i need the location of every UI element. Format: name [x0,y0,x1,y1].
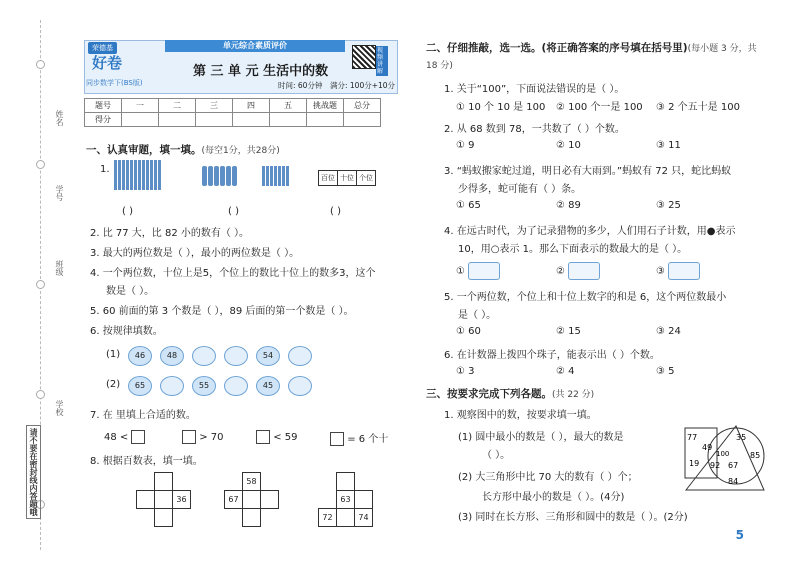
name-label: 姓名 [55,110,64,126]
rolls-image [202,166,238,189]
page-number: 5 [735,528,744,542]
mc-question-5: 5. 一个两位数，个位上和十位上数字的和是 6，这个两位数最小 [444,292,727,303]
flower-blank[interactable] [160,376,184,396]
question-3-1-2: (2) 大三角形中比 70 大的数有（ ）个； [458,472,638,483]
section-3-heading: 三、按要求完成下列各题。 [426,388,552,400]
flower-cell: 65 [128,376,152,396]
question-3-1: 1. 观察图中的数，按要求填一填。 [444,410,597,421]
diagram-number: 92 [710,461,721,470]
diagram-number: 35 [736,433,747,442]
option-label: ② [556,266,565,277]
section-3-title [426,386,594,401]
class-label: 班级 [55,260,64,276]
flower-cell: 55 [192,376,216,396]
grid-cell[interactable] [355,491,373,509]
table-cell: 一 [122,99,159,113]
answer-blank[interactable]: ( ) [228,206,239,217]
place-tens: 十位 [337,171,356,185]
mc-question-6: 6. 在计数器上拨四个珠子，能表示出（ ）个数。 [444,350,660,361]
flower-cell: 54 [256,346,280,366]
flower-blank[interactable] [288,376,312,396]
option[interactable]: ① 9 [456,140,475,151]
binding-margin [0,0,78,569]
binding-hole [36,390,45,399]
option[interactable]: ② 89 [556,200,581,211]
option[interactable]: ① 3 [456,366,475,377]
section-1-note: (每空1分，共28分) [201,146,280,156]
diagram-number: 77 [687,433,698,442]
question-1: 1. [100,164,110,175]
option[interactable] [556,262,600,280]
mc-question-2: 2. 从 68 数到 78，一共数了（ ）个数。 [444,124,625,135]
table-cell: 挑战题 [307,99,344,113]
score-header-row [85,99,381,113]
binding-hole [36,280,45,289]
flower-blank[interactable] [192,346,216,366]
series-title: 单元综合素质评价 [165,40,345,52]
grid-cell[interactable] [243,509,261,527]
diagram-number: 85 [750,451,761,460]
table-cell: 二 [159,99,196,113]
question-8: 8. 根据百数表，填一填。 [90,456,203,467]
mc-question-4: 4. 在远古时代，为了记录猎物的多少，人们用石子计数，用●表示 [444,226,736,237]
compare-item [256,430,297,444]
brand-badge: 荣德基 [88,42,117,54]
table-cell: 题号 [85,99,122,113]
score-info: 满分: 100分+10分 [330,81,396,90]
flower-cell: 45 [256,376,280,396]
diagram-number: 67 [728,461,739,470]
question-4: 4. 一个两位数，十位上是5，个位上的数比十位上的数多3，这个 [90,268,376,279]
pattern-row-label: (2) [106,379,121,390]
option[interactable]: ① 60 [456,326,481,337]
mc-question-5-cont: 是（ ）。 [458,310,497,321]
school-label: 学校 [55,400,64,416]
hundred-chart-fragment [224,472,279,527]
page-title: 第 三 单 元 生活中的数 [193,64,329,79]
answer-box[interactable] [182,430,196,444]
grid-cell[interactable] [155,491,173,509]
shape-number-diagram [684,424,768,492]
seal-notice: 请不要在密封线内答题哦 [26,425,41,519]
option[interactable]: ② 100 个一是 100 [556,102,643,113]
grid-cell: 74 [355,509,373,527]
option[interactable]: ② 15 [556,326,581,337]
answer-blank[interactable]: ( ) [330,206,341,217]
grid-cell[interactable] [137,491,155,509]
grid-cell[interactable] [337,509,355,527]
grid-cell: 67 [225,491,243,509]
score-cell[interactable] [307,113,344,127]
section-1-heading: 一、认真审题，填一填。 [86,144,202,156]
answer-box[interactable] [256,430,270,444]
section-3-note: (共 22 分) [552,390,595,400]
question-3-1-1: (1) 圆中最小的数是（ ），最大的数是 [458,432,624,443]
table-cell: 总分 [344,99,381,113]
diagram-number: 84 [728,477,739,486]
binding-hole [36,160,45,169]
score-cell[interactable] [270,113,307,127]
time-info: 时间: 60分钟 [278,81,323,90]
compare-item [104,430,145,444]
edition-label: 同步数学下(BS版) [86,79,143,87]
score-cell[interactable] [233,113,270,127]
option[interactable]: ③ 11 [656,140,681,151]
compare-item [182,430,223,444]
option-label: ③ [656,266,665,277]
question-2: 2. 比 77 大，比 82 小的数有（ ）。 [90,228,250,239]
table-cell: 三 [196,99,233,113]
grid-cell: 72 [319,509,337,527]
mc-question-3: 3. “蚂蚁搬家蛇过道，明日必有大雨到。”蚂蚁有 72 只，蛇比蚂蚁 [444,166,732,177]
score-cell[interactable] [159,113,196,127]
question-3-1-1-cont: （ ）。 [482,450,511,461]
place-hundreds: 百位 [321,174,335,182]
sticks-image [262,166,290,189]
grid-cell: 36 [173,491,191,509]
diagram-number: 100 [716,450,730,458]
grid-cell[interactable] [243,491,261,509]
section-2-note: (每小题 3 分，共 18 分) [426,44,757,71]
score-cell[interactable] [344,113,381,127]
question-7: 7. 在 里填上合适的数。 [90,410,196,421]
stone-count-image [468,262,500,280]
stone-count-image [668,262,700,280]
hundred-chart-fragment [136,472,191,527]
grid-cell[interactable] [261,491,279,509]
compare-text: = 6 个十 [347,434,389,445]
stone-count-image [568,262,600,280]
answer-box[interactable] [330,432,344,446]
score-cell[interactable] [196,113,233,127]
flower-blank[interactable] [224,376,248,396]
compare-item [330,430,388,446]
flower-cell: 48 [160,346,184,366]
compare-text: 48 < [104,432,129,443]
grid-cell[interactable] [155,509,173,527]
option-label: ① [456,266,465,277]
score-value-row [85,113,381,127]
place-ones: 个位 [356,171,375,185]
hundred-chart-fragment [318,472,373,527]
flower-blank[interactable] [224,346,248,366]
flower-cell: 46 [128,346,152,366]
answer-box[interactable] [131,430,145,444]
mc-question-3-cont: 少得多，蛇可能有（ ）条。 [458,184,582,195]
option[interactable] [656,262,700,280]
qr-code-icon[interactable] [352,45,376,69]
compare-text: < 59 [273,432,298,443]
mc-question-4-cont: 10，用○表示 1。那么下面表示的数最大的是（ ）。 [458,244,688,255]
option[interactable]: ③ 5 [656,366,675,377]
logo: 好卷 [92,54,123,72]
question-3-1-3: (3) 同时在长方形、三角形和圆中的数是（ ）。(2分) [458,512,688,523]
option[interactable]: ② 10 [556,140,581,151]
question-6: 6. 按规律填数。 [90,326,163,337]
table-cell: 四 [233,99,270,113]
option[interactable]: ③ 2 个五十是 100 [656,102,740,113]
question-5: 5. 60 前面的第 3 个数是（ ），89 后面的第一个数是（ ）。 [90,306,354,317]
mc-question-1: 1. 关于“100”，下面说法错误的是（ ）。 [444,84,625,95]
qr-label: 视频讲解 [376,46,388,76]
grid-cell: 58 [243,473,261,491]
grid-cell[interactable] [155,473,173,491]
stick-bundles-image [114,160,162,193]
question-3-1-2-cont: 长方形中最小的数是（ ）。(4分) [482,492,625,503]
option[interactable]: ③ 25 [656,200,681,211]
grid-cell[interactable] [337,473,355,491]
question-4-cont: 数是（ ）。 [106,286,155,297]
grid-cell: 63 [337,491,355,509]
section-2-heading: 二、仔细推敲，选一选。(将正确答案的序号填在括号里) [426,42,688,54]
option[interactable]: ③ 24 [656,326,681,337]
question-3: 3. 最大的两位数是（ ），最小的两位数是（ ）。 [90,248,300,259]
option[interactable]: ② 4 [556,366,575,377]
section-1-title [86,142,280,157]
option[interactable]: ① 10 个 10 是 100 [456,102,546,113]
diagram-number: 19 [689,459,700,468]
compare-text: > 70 [199,432,224,443]
id-label: 学号 [55,185,64,201]
section-2-title [426,40,766,74]
option[interactable]: ① 65 [456,200,481,211]
diagram-number: 49 [702,443,713,452]
binding-hole [36,60,45,69]
table-cell: 五 [270,99,307,113]
abacus [318,170,376,186]
answer-blank[interactable]: ( ) [122,206,133,217]
option[interactable] [456,262,500,280]
score-cell[interactable] [122,113,159,127]
pattern-row-label: (1) [106,349,121,360]
table-cell: 得分 [85,113,122,127]
score-table [84,98,381,127]
flower-blank[interactable] [288,346,312,366]
